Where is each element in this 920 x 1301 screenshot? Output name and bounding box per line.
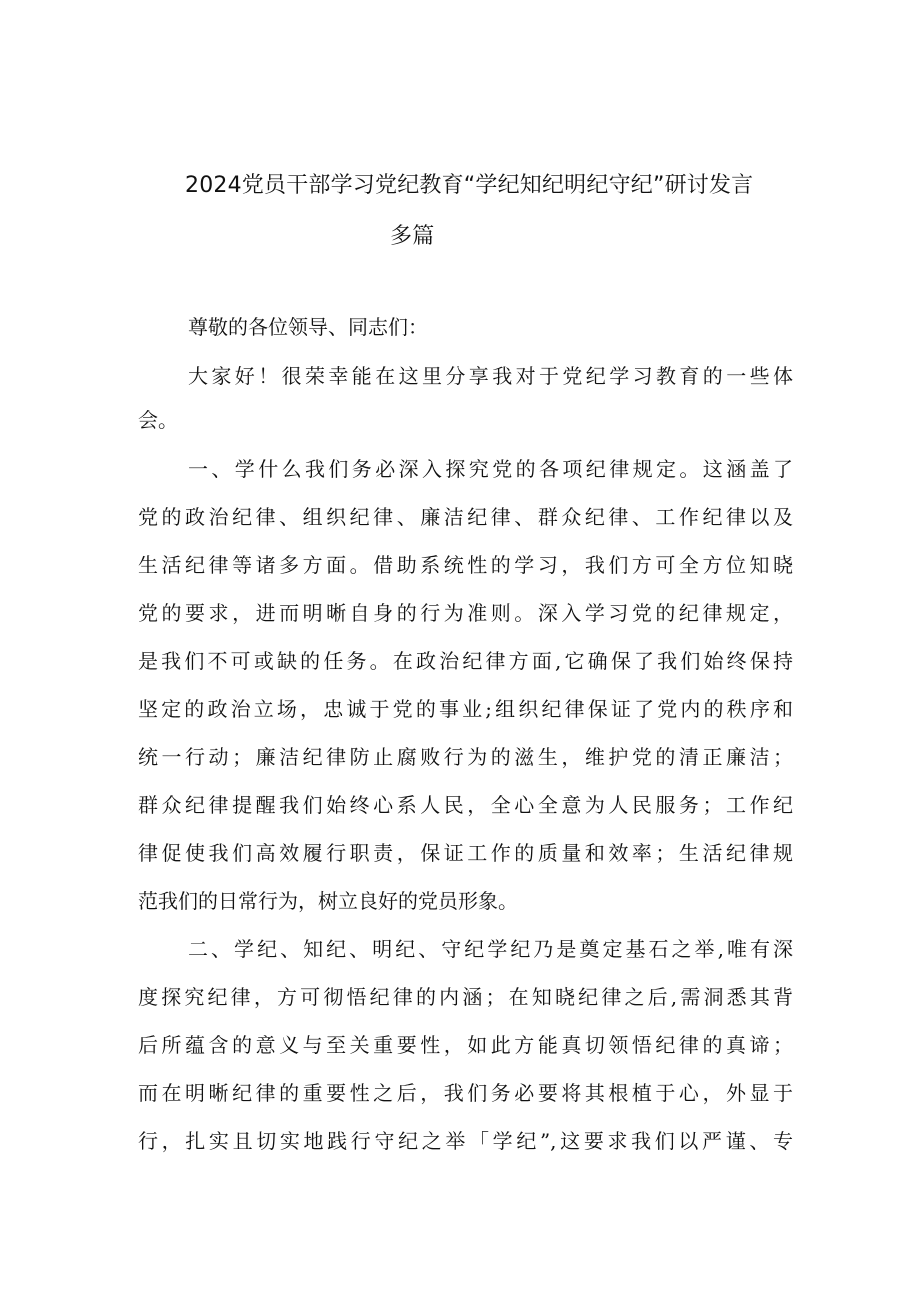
paragraph-line: 是我们不可或缺的任务。在政治纪律方面,它确保了我们始终保持 [138,649,793,673]
paragraph-line: 生活纪律等诸多方面。借助系统性的学习，我们方可全方位知晓 [138,553,793,577]
document-title-line-1: 2024党员干部学习党纪教育“学纪知纪明纪守纪”研讨发言 [185,173,754,198]
paragraph-line: 二、学纪、知纪、明纪、守纪学纪乃是奠定基石之举,唯有深 [188,937,793,961]
paragraph-line: 坚定的政治立场，忠诚于党的事业;组织纪律保证了党内的秩序和 [138,697,793,721]
document-title-line-2: 多篇 [390,224,435,249]
paragraph-line: 行，扎实且切实地践行守纪之举「学纪”,这要求我们以严谨、专 [138,1129,793,1153]
paragraph-line: 律促使我们高效履行职责，保证工作的质量和效率；生活纪律规 [138,841,793,865]
paragraph-line: 度探究纪律，方可彻悟纪律的内涵；在知晓纪律之后,需洞悉其背 [138,985,793,1009]
paragraph-line: 群众纪律提醒我们始终心系人民，全心全意为人民服务；工作纪 [138,793,793,817]
paragraph-line: 大家好！很荣幸能在这里分享我对于党纪学习教育的一些体 [188,364,793,388]
paragraph-line: 一、学什么我们务必深入探究党的各项纪律规定。这涵盖了 [188,457,793,481]
paragraph-line: 统一行动；廉洁纪律防止腐败行为的滋生，维护党的清正廉洁； [138,745,793,769]
paragraph-line: 而在明晰纪律的重要性之后，我们务必要将其根植于心，外显于 [138,1081,793,1105]
paragraph-line: 党的要求，进而明晰自身的行为准则。深入学习党的纪律规定， [138,601,793,625]
paragraph-line: 党的政治纪律、组织纪律、廉洁纪律、群众纪律、工作纪律以及 [138,505,793,529]
paragraph-line: 后所蕴含的意义与至关重要性，如此方能真切领悟纪律的真谛； [138,1033,793,1057]
paragraph-line: 会。 [138,408,178,432]
salutation: 尊敬的各位领导、同志们： [188,315,428,339]
paragraph-line: 范我们的日常行为，树立良好的党员形象。 [138,889,518,913]
